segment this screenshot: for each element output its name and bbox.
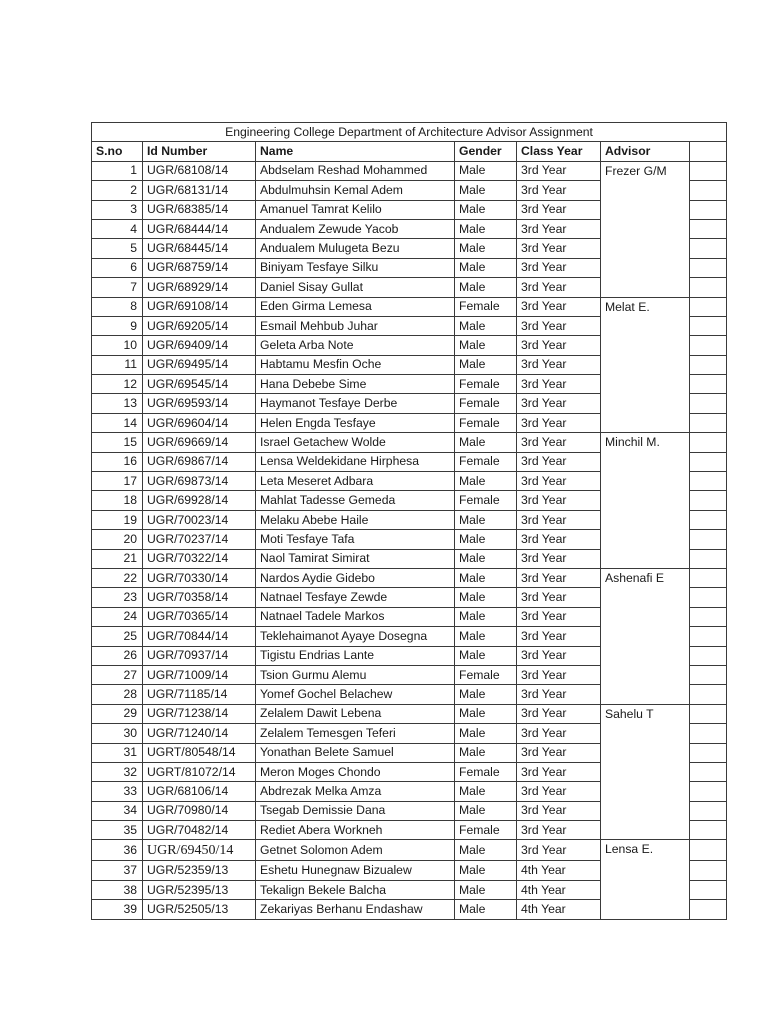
name-cell: Yonathan Belete Samuel: [256, 743, 455, 762]
name-cell: Tsion Gurmu Alemu: [256, 665, 455, 684]
header-row: [92, 142, 727, 161]
gender-cell: Male: [455, 239, 517, 258]
empty-cell: [690, 646, 727, 665]
empty-cell: [690, 588, 727, 607]
gender-cell: Female: [455, 821, 517, 840]
name-cell: Getnet Solomon Adem: [256, 840, 455, 861]
empty-cell: [690, 413, 727, 432]
gender-cell: Female: [455, 394, 517, 413]
name-cell: Helen Engda Tesfaye: [256, 413, 455, 432]
id-number-cell: UGR/70358/14: [143, 588, 256, 607]
gender-cell: Female: [455, 413, 517, 432]
name-cell: Natnael Tadele Markos: [256, 607, 455, 626]
gender-cell: Male: [455, 861, 517, 880]
sno-cell: 16: [92, 452, 143, 471]
empty-cell: [690, 801, 727, 820]
table-row: [92, 568, 727, 587]
name-cell: Israel Getachew Wolde: [256, 433, 455, 452]
table-row: [92, 840, 727, 861]
class-year-cell: 3rd Year: [517, 607, 601, 626]
id-number-cell: UGR/70330/14: [143, 568, 256, 587]
empty-cell: [690, 840, 727, 861]
sno-cell: 3: [92, 200, 143, 219]
name-cell: Mahlat Tadesse Gemeda: [256, 491, 455, 510]
name-cell: Moti Tesfaye Tafa: [256, 530, 455, 549]
gender-cell: Male: [455, 646, 517, 665]
class-year-cell: 3rd Year: [517, 375, 601, 394]
class-year-cell: 3rd Year: [517, 239, 601, 258]
gender-cell: Male: [455, 472, 517, 491]
empty-cell: [690, 762, 727, 781]
name-cell: Haymanot Tesfaye Derbe: [256, 394, 455, 413]
empty-cell: [690, 568, 727, 587]
id-number-cell: UGR/70237/14: [143, 530, 256, 549]
empty-cell: [690, 861, 727, 880]
sno-cell: 12: [92, 375, 143, 394]
name-cell: Natnael Tesfaye Zewde: [256, 588, 455, 607]
empty-cell: [690, 336, 727, 355]
gender-cell: Male: [455, 510, 517, 529]
gender-cell: Female: [455, 762, 517, 781]
id-number-cell: UGR/70023/14: [143, 510, 256, 529]
name-cell: Meron Moges Chondo: [256, 762, 455, 781]
class-year-cell: 3rd Year: [517, 568, 601, 587]
empty-cell: [690, 394, 727, 413]
empty-cell: [690, 549, 727, 568]
id-number-cell: UGR/68106/14: [143, 782, 256, 801]
gender-cell: Male: [455, 743, 517, 762]
id-number-cell: UGR/68131/14: [143, 181, 256, 200]
id-number-cell: UGR/69108/14: [143, 297, 256, 316]
class-year-cell: 3rd Year: [517, 219, 601, 238]
empty-cell: [690, 278, 727, 297]
class-year-cell: 3rd Year: [517, 510, 601, 529]
class-year-cell: 3rd Year: [517, 685, 601, 704]
class-year-cell: 3rd Year: [517, 665, 601, 684]
name-cell: Abdrezak Melka Amza: [256, 782, 455, 801]
sno-cell: 5: [92, 239, 143, 258]
name-cell: Habtamu Mesfin Oche: [256, 355, 455, 374]
class-year-cell: 3rd Year: [517, 549, 601, 568]
class-year-cell: 4th Year: [517, 880, 601, 899]
gender-cell: Female: [455, 452, 517, 471]
advisor-cell: Ashenafi E: [601, 568, 690, 704]
empty-cell: [690, 510, 727, 529]
sno-cell: 28: [92, 685, 143, 704]
gender-cell: Male: [455, 782, 517, 801]
name-cell: Abdulmuhsin Kemal Adem: [256, 181, 455, 200]
class-year-cell: 3rd Year: [517, 355, 601, 374]
gender-cell: Female: [455, 375, 517, 394]
name-cell: Geleta Arba Note: [256, 336, 455, 355]
gender-cell: Male: [455, 433, 517, 452]
gender-cell: Male: [455, 704, 517, 723]
gender-cell: Male: [455, 355, 517, 374]
gender-cell: Male: [455, 219, 517, 238]
gender-cell: Male: [455, 840, 517, 861]
sno-cell: 33: [92, 782, 143, 801]
sno-cell: 22: [92, 568, 143, 587]
class-year-cell: 3rd Year: [517, 782, 601, 801]
id-number-cell: UGR/68759/14: [143, 258, 256, 277]
gender-cell: Male: [455, 880, 517, 899]
sno-cell: 1: [92, 161, 143, 180]
empty-cell: [690, 219, 727, 238]
gender-cell: Male: [455, 900, 517, 919]
sno-cell: 6: [92, 258, 143, 277]
sno-cell: 7: [92, 278, 143, 297]
name-cell: Esmail Mehbub Juhar: [256, 316, 455, 335]
id-number-cell: UGR/70980/14: [143, 801, 256, 820]
name-cell: Nardos Aydie Gidebo: [256, 568, 455, 587]
class-year-cell: 3rd Year: [517, 452, 601, 471]
id-number-cell: UGR/71009/14: [143, 665, 256, 684]
table-row: [92, 704, 727, 723]
name-cell: Zekariyas Berhanu Endashaw: [256, 900, 455, 919]
name-cell: Andualem Mulugeta Bezu: [256, 239, 455, 258]
class-year-cell: 3rd Year: [517, 530, 601, 549]
id-number-cell: UGR/71238/14: [143, 704, 256, 723]
name-cell: Yomef Gochel Belachew: [256, 685, 455, 704]
class-year-cell: 3rd Year: [517, 588, 601, 607]
class-year-cell: 3rd Year: [517, 258, 601, 277]
header-class-year: Class Year: [517, 142, 601, 161]
advisor-cell: Melat E.: [601, 297, 690, 433]
id-number-cell: UGR/68385/14: [143, 200, 256, 219]
class-year-cell: 3rd Year: [517, 161, 601, 180]
empty-cell: [690, 821, 727, 840]
id-number-cell: UGR/68445/14: [143, 239, 256, 258]
table-row: [92, 297, 727, 316]
name-cell: Melaku Abebe Haile: [256, 510, 455, 529]
name-cell: Zelalem Dawit Lebena: [256, 704, 455, 723]
name-cell: Eshetu Hunegnaw Bizualew: [256, 861, 455, 880]
sno-cell: 9: [92, 316, 143, 335]
name-cell: Daniel Sisay Gullat: [256, 278, 455, 297]
empty-cell: [690, 743, 727, 762]
id-number-cell: UGR/70844/14: [143, 627, 256, 646]
name-cell: Andualem Zewude Yacob: [256, 219, 455, 238]
class-year-cell: 3rd Year: [517, 704, 601, 723]
empty-cell: [690, 782, 727, 801]
class-year-cell: 3rd Year: [517, 200, 601, 219]
class-year-cell: 3rd Year: [517, 840, 601, 861]
empty-cell: [690, 627, 727, 646]
gender-cell: Male: [455, 568, 517, 587]
id-number-cell: UGR/68929/14: [143, 278, 256, 297]
class-year-cell: 3rd Year: [517, 491, 601, 510]
empty-cell: [690, 161, 727, 180]
id-number-cell: UGRT/80548/14: [143, 743, 256, 762]
gender-cell: Male: [455, 607, 517, 626]
id-number-cell: UGR/70937/14: [143, 646, 256, 665]
advisor-assignment-table: [91, 122, 727, 920]
gender-cell: Male: [455, 549, 517, 568]
empty-cell: [690, 452, 727, 471]
id-number-cell: UGRT/81072/14: [143, 762, 256, 781]
empty-cell: [690, 355, 727, 374]
class-year-cell: 3rd Year: [517, 801, 601, 820]
sno-cell: 11: [92, 355, 143, 374]
sno-cell: 14: [92, 413, 143, 432]
id-number-cell: UGR/69205/14: [143, 316, 256, 335]
sno-cell: 37: [92, 861, 143, 880]
sno-cell: 15: [92, 433, 143, 452]
table-title: Engineering College Department of Architecture Advisor Assignment: [92, 123, 727, 142]
class-year-cell: 3rd Year: [517, 724, 601, 743]
table-row: [92, 433, 727, 452]
empty-cell: [690, 665, 727, 684]
sno-cell: 17: [92, 472, 143, 491]
sno-cell: 35: [92, 821, 143, 840]
name-cell: Lensa Weldekidane Hirphesa: [256, 452, 455, 471]
empty-cell: [690, 433, 727, 452]
id-number-cell: UGR/70482/14: [143, 821, 256, 840]
header-gender: Gender: [455, 142, 517, 161]
name-cell: Eden Girma Lemesa: [256, 297, 455, 316]
sno-cell: 29: [92, 704, 143, 723]
sno-cell: 26: [92, 646, 143, 665]
id-number-cell: UGR/70322/14: [143, 549, 256, 568]
empty-cell: [690, 181, 727, 200]
name-cell: Abdselam Reshad Mohammed: [256, 161, 455, 180]
id-number-cell: UGR/69593/14: [143, 394, 256, 413]
sno-cell: 36: [92, 840, 143, 861]
sno-cell: 23: [92, 588, 143, 607]
gender-cell: Male: [455, 588, 517, 607]
name-cell: Tsegab Demissie Dana: [256, 801, 455, 820]
sno-cell: 2: [92, 181, 143, 200]
gender-cell: Male: [455, 685, 517, 704]
class-year-cell: 4th Year: [517, 861, 601, 880]
id-number-cell: UGR/69604/14: [143, 413, 256, 432]
id-number-cell: UGR/69409/14: [143, 336, 256, 355]
name-cell: Tigistu Endrias Lante: [256, 646, 455, 665]
sno-cell: 38: [92, 880, 143, 899]
sno-cell: 13: [92, 394, 143, 413]
id-number-cell: UGR/68444/14: [143, 219, 256, 238]
advisor-cell: Minchil M.: [601, 433, 690, 569]
id-number-cell: UGR/71185/14: [143, 685, 256, 704]
sno-cell: 4: [92, 219, 143, 238]
header-sno: S.no: [92, 142, 143, 161]
header-id-number: Id Number: [143, 142, 256, 161]
class-year-cell: 3rd Year: [517, 413, 601, 432]
sno-cell: 24: [92, 607, 143, 626]
class-year-cell: 3rd Year: [517, 297, 601, 316]
advisor-cell: Sahelu T: [601, 704, 690, 840]
class-year-cell: 3rd Year: [517, 762, 601, 781]
id-number-cell: UGR/69873/14: [143, 472, 256, 491]
id-number-cell: UGR/69545/14: [143, 375, 256, 394]
id-number-cell: UGR/68108/14: [143, 161, 256, 180]
name-cell: Teklehaimanot Ayaye Dosegna: [256, 627, 455, 646]
name-cell: Leta Meseret Adbara: [256, 472, 455, 491]
empty-cell: [690, 900, 727, 919]
class-year-cell: 3rd Year: [517, 646, 601, 665]
empty-cell: [690, 239, 727, 258]
header-extra: [690, 142, 727, 161]
id-number-cell: UGR/69928/14: [143, 491, 256, 510]
name-cell: Hana Debebe Sime: [256, 375, 455, 394]
class-year-cell: 3rd Year: [517, 433, 601, 452]
class-year-cell: 3rd Year: [517, 316, 601, 335]
gender-cell: Female: [455, 665, 517, 684]
empty-cell: [690, 297, 727, 316]
class-year-cell: 3rd Year: [517, 336, 601, 355]
class-year-cell: 3rd Year: [517, 278, 601, 297]
table-body: [92, 161, 727, 919]
empty-cell: [690, 704, 727, 723]
gender-cell: Male: [455, 627, 517, 646]
gender-cell: Male: [455, 724, 517, 743]
header-name: Name: [256, 142, 455, 161]
empty-cell: [690, 724, 727, 743]
advisor-cell: Frezer G/M: [601, 161, 690, 297]
sno-cell: 19: [92, 510, 143, 529]
sno-cell: 32: [92, 762, 143, 781]
gender-cell: Female: [455, 297, 517, 316]
name-cell: Biniyam Tesfaye Silku: [256, 258, 455, 277]
id-number-cell: UGR/69669/14: [143, 433, 256, 452]
advisor-cell: Lensa E.: [601, 840, 690, 919]
empty-cell: [690, 258, 727, 277]
id-number-cell: UGR/71240/14: [143, 724, 256, 743]
gender-cell: Male: [455, 200, 517, 219]
empty-cell: [690, 530, 727, 549]
id-number-cell: UGR/69867/14: [143, 452, 256, 471]
sno-cell: 27: [92, 665, 143, 684]
sno-cell: 39: [92, 900, 143, 919]
empty-cell: [690, 200, 727, 219]
sno-cell: 20: [92, 530, 143, 549]
empty-cell: [690, 607, 727, 626]
gender-cell: Male: [455, 801, 517, 820]
table-row: [92, 161, 727, 180]
empty-cell: [690, 685, 727, 704]
id-number-cell: UGR/69495/14: [143, 355, 256, 374]
empty-cell: [690, 472, 727, 491]
class-year-cell: 3rd Year: [517, 472, 601, 491]
gender-cell: Female: [455, 491, 517, 510]
empty-cell: [690, 375, 727, 394]
class-year-cell: 3rd Year: [517, 181, 601, 200]
name-cell: Amanuel Tamrat Kelilo: [256, 200, 455, 219]
gender-cell: Male: [455, 161, 517, 180]
gender-cell: Male: [455, 278, 517, 297]
name-cell: Naol Tamirat Simirat: [256, 549, 455, 568]
id-number-cell: UGR/52505/13: [143, 900, 256, 919]
empty-cell: [690, 316, 727, 335]
gender-cell: Male: [455, 316, 517, 335]
sno-cell: 30: [92, 724, 143, 743]
empty-cell: [690, 880, 727, 899]
id-number-cell: UGR/69450/14: [143, 840, 256, 861]
header-advisor: Advisor: [601, 142, 690, 161]
id-number-cell: UGR/52395/13: [143, 880, 256, 899]
class-year-cell: 3rd Year: [517, 743, 601, 762]
name-cell: Tekalign Bekele Balcha: [256, 880, 455, 899]
class-year-cell: 3rd Year: [517, 821, 601, 840]
class-year-cell: 4th Year: [517, 900, 601, 919]
sno-cell: 10: [92, 336, 143, 355]
sno-cell: 21: [92, 549, 143, 568]
gender-cell: Male: [455, 258, 517, 277]
id-number-cell: UGR/70365/14: [143, 607, 256, 626]
name-cell: Zelalem Temesgen Teferi: [256, 724, 455, 743]
gender-cell: Male: [455, 530, 517, 549]
empty-cell: [690, 491, 727, 510]
gender-cell: Male: [455, 336, 517, 355]
name-cell: Rediet Abera Workneh: [256, 821, 455, 840]
sno-cell: 18: [92, 491, 143, 510]
sno-cell: 8: [92, 297, 143, 316]
sno-cell: 34: [92, 801, 143, 820]
class-year-cell: 3rd Year: [517, 627, 601, 646]
gender-cell: Male: [455, 181, 517, 200]
class-year-cell: 3rd Year: [517, 394, 601, 413]
sno-cell: 31: [92, 743, 143, 762]
sno-cell: 25: [92, 627, 143, 646]
id-number-cell: UGR/52359/13: [143, 861, 256, 880]
